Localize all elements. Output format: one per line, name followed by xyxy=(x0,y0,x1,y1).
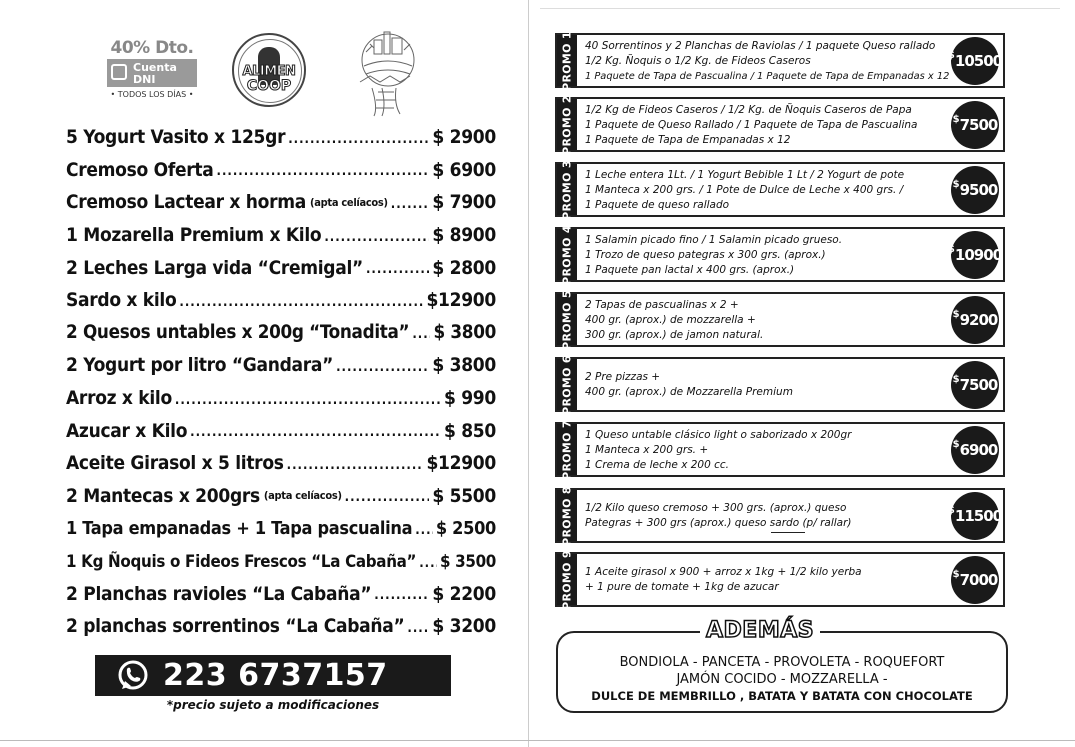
product-price: $ 3500 xyxy=(439,551,496,572)
promo-line: 400 gr. (aprox.) de Mozzarella Premium xyxy=(585,386,793,398)
currency-symbol: $ xyxy=(952,309,959,320)
promo-line: 2 Pre pizzas + xyxy=(585,371,661,383)
dot-leader xyxy=(217,164,430,179)
product-name: 1 Mozarella Premium x Kilo xyxy=(66,224,322,247)
promo-price-badge xyxy=(951,556,999,604)
promo-card xyxy=(555,419,1005,480)
promo-card xyxy=(555,159,1005,220)
promo-label: PROMO 1 xyxy=(560,30,574,91)
discount-percent: 40% Dto. xyxy=(110,38,194,58)
product-price: $12900 xyxy=(426,452,496,475)
promo-label: PROMO 7 xyxy=(560,419,574,480)
price-row xyxy=(66,219,496,252)
currency-symbol: $ xyxy=(947,50,954,61)
currency-symbol: $ xyxy=(952,569,959,580)
dot-leader xyxy=(336,360,429,375)
price-row xyxy=(66,480,496,513)
dot-leader xyxy=(287,458,424,473)
product-name: 2 planchas sorrentinos “La Cabaña” xyxy=(66,615,405,638)
promo-line: 1 Manteca x 200 grs. / 1 Pote de Dulce de Leche x 400 grs. / xyxy=(585,184,904,196)
cuenta-dni-logo xyxy=(104,38,200,99)
dot-leader xyxy=(415,523,433,538)
promo-price: 9500 xyxy=(959,180,998,199)
promo-price-badge xyxy=(951,101,999,149)
promo-price-badge xyxy=(947,492,1003,540)
price-row xyxy=(66,414,496,447)
promo-card xyxy=(555,224,1005,285)
product-name: 1 Tapa empanadas + 1 Tapa pascualina xyxy=(66,517,413,539)
ademas-line: DULCE DE MEMBRILLO , BATATA Y BATATA CON CHOCOLATE xyxy=(591,689,973,703)
page-fold-divider xyxy=(528,0,529,747)
product-note: (apta celíacos) xyxy=(310,195,388,209)
dot-leader xyxy=(288,132,429,147)
whatsapp-icon xyxy=(113,656,153,696)
promo-tab xyxy=(557,289,577,350)
promo-price: 7000 xyxy=(959,570,998,589)
product-price: $ 7900 xyxy=(432,191,496,214)
phone-banner xyxy=(95,655,451,696)
promo-description xyxy=(585,428,949,473)
price-list xyxy=(66,121,496,643)
promo-card xyxy=(555,354,1005,415)
promo-line: 1 Salamin picado fino / 1 Salamin picado grueso. xyxy=(585,234,843,246)
price-row xyxy=(66,447,496,480)
product-name: 5 Yogurt Vasito x 125gr xyxy=(66,126,286,149)
scan-icon xyxy=(111,64,127,80)
dni-label: DNI xyxy=(133,73,156,86)
promo-card xyxy=(555,289,1005,350)
promo-price: 6900 xyxy=(959,440,998,459)
product-name: Cremoso Lactear x horma xyxy=(66,191,306,214)
product-price: $ 2200 xyxy=(432,582,496,605)
dot-leader xyxy=(374,588,429,603)
cuenta-dni-bar xyxy=(107,59,197,87)
currency-symbol: $ xyxy=(952,374,959,385)
phone-number[interactable]: 223 6737157 xyxy=(163,658,388,693)
promo-price: 9200 xyxy=(959,310,998,329)
promo-price-badge xyxy=(951,426,999,474)
cuenta-label: Cuenta xyxy=(133,61,177,74)
promo-line: 1 Paquete de queso rallado xyxy=(585,199,730,211)
promo-line: Pategras + 300 grs (aprox.) queso sardo (p/ rallar) xyxy=(585,517,852,529)
promo-label: PROMO 4 xyxy=(560,224,574,285)
product-price: $ 2800 xyxy=(432,256,496,279)
promo-label: PROMO 9 xyxy=(560,549,574,610)
promo-line: 1 Paquete de Tapa de Empanadas x 12 xyxy=(585,134,791,146)
price-disclaimer: *precio sujeto a modificaciones xyxy=(166,698,380,712)
dot-leader xyxy=(175,393,441,408)
currency-symbol: $ xyxy=(952,114,959,125)
price-row xyxy=(66,251,496,284)
price-row xyxy=(66,317,496,350)
product-name: Sardo x kilo xyxy=(66,289,177,312)
promo-description xyxy=(585,501,949,531)
promo-tab xyxy=(557,354,577,415)
ademas-list xyxy=(556,654,1008,704)
promo-line: 1 Crema de leche x 200 cc. xyxy=(585,459,730,471)
currency-symbol: $ xyxy=(947,244,954,255)
dot-leader xyxy=(366,262,429,277)
price-row xyxy=(66,512,496,545)
product-name: 2 Yogurt por litro “Gandara” xyxy=(66,354,334,377)
promo-description xyxy=(585,565,949,595)
product-price: $ 5500 xyxy=(432,484,496,507)
product-price: $ 850 xyxy=(443,419,496,442)
coop-label: COOP xyxy=(246,78,292,94)
promo-card xyxy=(555,30,1005,91)
product-name: Cremoso Oferta xyxy=(66,158,214,181)
currency-symbol: $ xyxy=(952,439,959,450)
dot-leader xyxy=(391,197,430,212)
promo-line: + 1 pure de tomate + 1kg de azucar xyxy=(585,581,779,593)
price-row xyxy=(66,382,496,415)
price-row xyxy=(66,121,496,154)
price-row xyxy=(66,545,496,578)
promo-price: 11500 xyxy=(954,506,1003,525)
currency-symbol: $ xyxy=(952,179,959,190)
promo-line: 1/2 Kg de Fideos Caseros / 1/2 Kg. de Ñoquis Caseros de Papa xyxy=(585,104,912,116)
promo-label: PROMO 2 xyxy=(560,94,574,155)
dot-leader xyxy=(419,556,437,571)
promo-line: 1/2 Kilo queso cremoso + 300 grs. (aprox.) queso xyxy=(585,502,847,514)
alimen-label: ALIMEN xyxy=(242,64,296,79)
promo-price-badge xyxy=(951,361,999,409)
promo-card xyxy=(555,94,1005,155)
promo-line: 1 Paquete pan lactal x 400 grs. (aprox.) xyxy=(585,264,795,276)
promo-line: 1 Trozo de queso pategras x 300 grs. (aprox.) xyxy=(585,249,826,261)
price-row xyxy=(66,610,496,643)
promo-description xyxy=(585,298,949,343)
product-price: $ 2500 xyxy=(435,517,496,539)
dot-leader xyxy=(345,490,430,505)
product-name: 2 Mantecas x 200grs xyxy=(66,484,260,507)
product-price: $ 3800 xyxy=(432,354,496,377)
promo-card xyxy=(555,485,1005,546)
promo-price-badge xyxy=(947,231,1003,279)
product-name: Arroz x kilo xyxy=(66,387,172,410)
promo-description xyxy=(585,233,949,278)
product-price: $ 990 xyxy=(443,387,496,410)
promo-tab xyxy=(557,419,577,480)
promo-label: PROMO 5 xyxy=(560,289,574,350)
promo-label: PROMO 3 xyxy=(560,159,574,220)
promo-tab xyxy=(557,94,577,155)
product-name: 2 Quesos untables x 200g “Tonadita” xyxy=(66,322,410,344)
promo-description xyxy=(585,39,949,84)
product-price: $ 3200 xyxy=(432,615,496,638)
price-row xyxy=(66,284,496,317)
price-row xyxy=(66,186,496,219)
promo-price-badge xyxy=(947,37,1003,85)
promo-description xyxy=(585,103,949,148)
promo-tab xyxy=(557,30,577,91)
promo-tab xyxy=(557,549,577,610)
dot-leader xyxy=(190,425,441,440)
promo-line: 2 Tapas de pascualinas x 2 + xyxy=(585,299,739,311)
promo-price-badge xyxy=(951,296,999,344)
product-name: 2 Leches Larga vida “Cremigal” xyxy=(66,256,363,279)
promo-tab xyxy=(557,224,577,285)
product-price: $ 3800 xyxy=(433,322,496,344)
product-note: (apta celíacos) xyxy=(263,489,342,503)
bottom-rule xyxy=(0,740,1075,741)
dot-leader xyxy=(324,230,429,245)
promo-card xyxy=(555,549,1005,610)
ademas-title: ADEMÁS xyxy=(700,618,820,643)
promo-description xyxy=(585,370,949,400)
price-row xyxy=(66,577,496,610)
product-name: 1 Kg Ñoquis o Fideos Frescos “La Cabaña” xyxy=(66,551,417,572)
promo-line: 1 Aceite girasol x 900 + arroz x 1kg + 1/2 kilo yerba xyxy=(585,566,862,578)
promo-tab xyxy=(557,485,577,546)
price-row xyxy=(66,154,496,187)
promo-tab xyxy=(557,159,577,220)
dot-leader xyxy=(412,327,430,342)
product-price: $ 6900 xyxy=(432,158,496,181)
alimencoop-logo xyxy=(232,33,306,107)
ademas-line: JAMÓN COCIDO - MOZZARELLA - xyxy=(676,672,888,687)
dot-leader xyxy=(179,295,423,310)
promo-price-badge xyxy=(951,166,999,214)
top-rule xyxy=(540,8,1060,9)
promo-line: 40 Sorrentinos y 2 Planchas de Raviolas / 1 paquete Queso rallado xyxy=(585,40,936,52)
product-price: $ 8900 xyxy=(432,224,496,247)
dot-leader xyxy=(407,621,429,636)
promo-line: 1 Leche entera 1Lt. / 1 Yogurt Bebible 1 Lt / 2 Yogurt de pote xyxy=(585,169,905,181)
promo-line: 400 gr. (aprox.) de mozzarella + xyxy=(585,314,756,326)
promo-description xyxy=(585,168,949,213)
promo-label: PROMO 6 xyxy=(560,354,574,415)
price-row xyxy=(66,349,496,382)
city-sketch-logo xyxy=(352,22,422,118)
ademas-line: BONDIOLA - PANCETA - PROVOLETA - ROQUEFORT xyxy=(619,655,945,670)
promo-line: 1 Queso untable clásico light o saborizado x 200gr xyxy=(585,429,852,441)
product-price: $12900 xyxy=(426,289,496,312)
promo-price: 7500 xyxy=(959,115,998,134)
currency-symbol: $ xyxy=(947,505,954,516)
promo-line: 1 Paquete de Tapa de Pascualina / 1 Paquete de Tapa de Empanadas x 12 xyxy=(585,71,949,82)
product-name: Aceite Girasol x 5 litros xyxy=(66,452,284,475)
promo-price: 10900 xyxy=(954,245,1003,264)
product-price: $ 2900 xyxy=(432,126,496,149)
promo-rule xyxy=(771,532,805,533)
promo-line: 300 gr. (aprox.) de jamon natural. xyxy=(585,329,764,341)
product-name: Azucar x Kilo xyxy=(66,419,188,442)
promo-line: 1 Manteca x 200 grs. + xyxy=(585,444,709,456)
promo-price: 10500 xyxy=(954,51,1003,70)
promo-price: 7500 xyxy=(959,375,998,394)
promo-label: PROMO 8 xyxy=(560,485,574,546)
promo-line: 1 Paquete de Queso Rallado / 1 Paquete de Tapa de Pascualina xyxy=(585,119,918,131)
todos-los-dias: • TODOS LOS DÍAS • xyxy=(110,90,194,99)
product-name: 2 Planchas ravioles “La Cabaña” xyxy=(66,582,372,605)
promo-line: 1/2 Kg. Ñoquis o 1/2 Kg. de Fideos Caseros xyxy=(585,55,811,67)
